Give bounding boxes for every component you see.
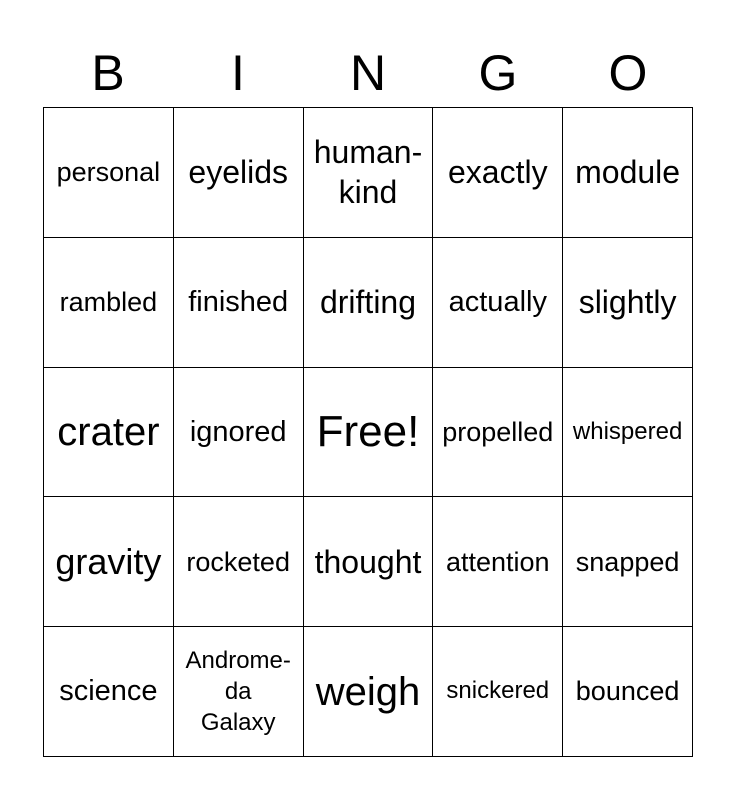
- bingo-cell[interactable]: human- kind: [304, 108, 434, 238]
- bingo-cell[interactable]: exactly: [433, 108, 563, 238]
- header-letter-i: I: [231, 45, 245, 101]
- header-letter-o: O: [608, 45, 648, 101]
- bingo-cell-free[interactable]: Free!: [304, 368, 434, 498]
- bingo-cell[interactable]: bounced: [563, 627, 693, 757]
- header-letter-n: N: [349, 45, 387, 101]
- bingo-cell[interactable]: thought: [304, 497, 434, 627]
- bingo-cell[interactable]: slightly: [563, 238, 693, 368]
- bingo-cell[interactable]: finished: [174, 238, 304, 368]
- header-letter-b: B: [91, 45, 125, 101]
- bingo-cell[interactable]: whispered: [563, 368, 693, 498]
- bingo-cell[interactable]: eyelids: [174, 108, 304, 238]
- bingo-cell[interactable]: ignored: [174, 368, 304, 498]
- bingo-board: [43, 107, 693, 757]
- bingo-cell[interactable]: gravity: [44, 497, 174, 627]
- bingo-cell[interactable]: actually: [433, 238, 563, 368]
- bingo-cell[interactable]: rambled: [44, 238, 174, 368]
- bingo-cell[interactable]: snickered: [433, 627, 563, 757]
- bingo-cell[interactable]: science: [44, 627, 174, 757]
- bingo-cell[interactable]: propelled: [433, 368, 563, 498]
- bingo-header: [43, 40, 693, 106]
- bingo-cell[interactable]: rocketed: [174, 497, 304, 627]
- bingo-cell[interactable]: Androme- da Galaxy: [174, 627, 304, 757]
- bingo-cell[interactable]: attention: [433, 497, 563, 627]
- bingo-cell[interactable]: weigh: [304, 627, 434, 757]
- bingo-cell[interactable]: drifting: [304, 238, 434, 368]
- bingo-cell[interactable]: crater: [44, 368, 174, 498]
- bingo-cell[interactable]: snapped: [563, 497, 693, 627]
- bingo-cell[interactable]: module: [563, 108, 693, 238]
- bingo-cell[interactable]: personal: [44, 108, 174, 238]
- header-letter-g: G: [478, 45, 518, 101]
